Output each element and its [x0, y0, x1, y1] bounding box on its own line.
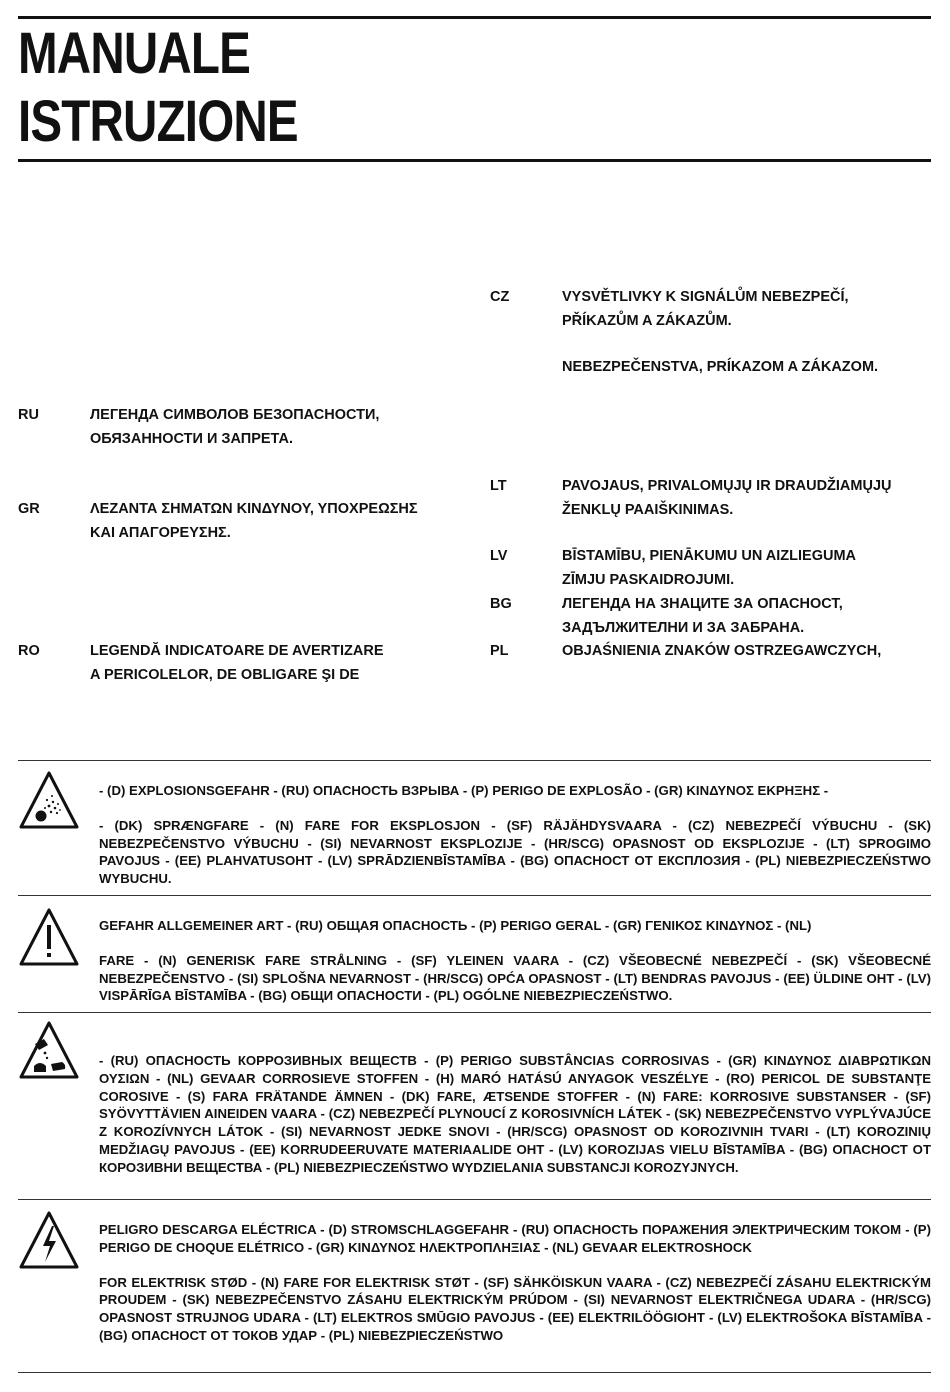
electric-shock-icon — [18, 1210, 80, 1272]
legend-text: OBJAŚNIENIA ZNAKÓW OSTRZEGAWCZYCH, — [562, 643, 882, 659]
legend-code: BG — [490, 596, 512, 612]
legend-text: ΛΕΖΑΝΤΑ ΣΗΜΑΤΩΝ ΚΙΝΔΥΝΟΥ, ΥΠΟΧΡΕΩΣΗΣ — [90, 501, 418, 517]
general-danger-icon — [18, 907, 80, 969]
section-divider — [18, 1199, 931, 1200]
section-divider — [18, 1372, 931, 1373]
legend-text: ЛЕГЕНДА СИМВОЛОВ БЕЗОПАСНОСТИ, — [90, 407, 380, 423]
corrosive-substance-icon — [18, 1020, 80, 1082]
warning-text: FARE - (N) GENERISK FARE STRÅLNING - (SF) YLEINEN VAARA - (CZ) VŠEOBECNÉ NEBEZPEČÍ - (SK) VŠEOBECNÉ NEBEZPEČENSTVO - (SI) SPLOŠNA NEVARNOST - (HR/SCG) OPĆA OPASNOST - (LT) BENDRAS PAVOJUS - (EE) ÜLDINE OHT - (LV) VISPĀRĪGA BĪSTAMĪBA - (BG) ОБЩИ ОПАСНОСТИ - (PL) OGÓLNE NIEBEZPIECZEŃSTWO. — [99, 952, 931, 1004]
warning-row-general — [18, 905, 931, 1009]
title-line-2: ISTRUZIONE — [18, 89, 298, 154]
legend-code: LT — [490, 478, 507, 494]
warning-row-explosion — [18, 770, 931, 890]
warning-row-electric — [18, 1208, 931, 1368]
legend-code: CZ — [490, 289, 510, 305]
legend-text: NEBEZPEČENSTVA, PRÍKAZOM A ZÁKAZOM. — [562, 359, 879, 375]
legend-text: ОБЯЗАННОСТИ И ЗАПРЕТА. — [90, 431, 293, 447]
legend-text: ZĪMJU PASKAIDROJUMI. — [562, 572, 735, 588]
legend-text: PAVOJAUS, PRIVALOMŲJŲ IR DRAUDŽIAMŲJŲ — [562, 478, 892, 494]
legend-code: RU — [18, 407, 39, 423]
legend-text: VYSVĚTLIVKY K SIGNÁLŮM NEBEZPEČÍ, — [562, 289, 849, 305]
section-divider — [18, 1012, 931, 1013]
legend-text: ЛЕГЕНДА НА ЗНАЦИТЕ ЗА ОПАСНОСТ, — [562, 596, 843, 612]
legend-text: ΚΑΙ ΑΠΑΓΟΡΕΥΣΗΣ. — [90, 525, 231, 541]
title-bottom-rule — [18, 159, 931, 162]
legend-code: PL — [490, 643, 509, 659]
legend-code: RO — [18, 643, 40, 659]
warning-text: - (D) EXPLOSIONSGEFAHR - (RU) ОПАСНОСТЬ ВЗРЫВА - (P) PERIGO DE EXPLOSÃO - (GR) ΚΙΝΔΥΝΟΣ ΕΚΡΗΞΗΣ - — [99, 783, 829, 798]
legend-text: BĪSTAMĪBU, PIENĀKUMU UN AIZLIEGUMA — [562, 548, 857, 564]
warning-text: GEFAHR ALLGEMEINER ART - (RU) ОБЩАЯ ОПАСНОСТЬ - (P) PERIGO GERAL - (GR) ΓΕΝΙΚΟΣ ΚΙΝΔΥΝΟΣ - (NL) — [99, 918, 812, 933]
legend-text: A PERICOLELOR, DE OBLIGARE ŞI DE — [90, 667, 360, 683]
legend-code: LV — [490, 548, 508, 564]
explosion-hazard-icon — [18, 770, 80, 832]
warning-text: - (DK) SPRÆNGFARE - (N) FARE FOR EKSPLOSJON - (SF) RÄJÄHDYSVAARA - (CZ) NEBEZPEČÍ VÝBUCHU - (SK) NEBEZPEČENSTVO VÝBUCHU - (SI) NEVARNOST EKSPLOZIJE - (HR/SCG) OPASNOST OD EKSPLOZIJE - (LT) SPROGIMO PAVOJUS - (EE) PLAHVATUSOHT - (LV) SPRĀDZIENBĪSTAMĪBA - (BG) ОПАСНОСТ ОТ ЕКСПЛОЗИЯ - (PL) NIEBEZPIECZEŃSTWO WYBUCHU. — [99, 817, 931, 887]
warning-row-corrosive — [18, 1020, 931, 1196]
warning-text: - (RU) ОПАСНОСТЬ КОРРОЗИВНЫХ ВЕЩЕСТВ - (P) PERIGO SUBSTÂNCIAS CORROSIVAS - (GR) ΚΙΝΔΥΝΟΣ ΔΙΑΒΡΩΤΙΚΩΝ ΟΥΣΙΩΝ - (NL) GEVAAR CORROSIEVE STOFFEN - (H) MARÓ HATÁSÚ ANYAGOK VESZÉLYE - (RO) PERICOL DE SUBSTANŢE COROSIVE - (S) FARA FRÄTANDE ÄMNEN - (DK) FARE, ÆTSENDE STOFFER - (N) FARE: KORROSIVE SUBSTANSER - (SF) SYÖVYTTÄVIEN AINEIDEN VAARA - (CZ) NEBEZPEČÍ PLYNOUCÍ Z KOROSIVNÍCH LÁTEK - (SK) NEBEZPEČENSTVO VYPLÝVAJÚCE Z KOROZÍVNYCH LÁTOK - (SI) NEVARNOST JEDKE SNOVI - (HR/SCG) OPASNOST OD KOROZIVNIH TVARI - (LT) KOROZINIŲ MEDŽIAGŲ PAVOJUS - (EE) KORRUDEERUVATE MATERIAALIDE OHT - (LV) KOROZIJAS VIELU BĪSTAMĪBA - (BG) ОПАСНОСТ ОТ КОРОЗИВНИ ВЕЩЕСТВА - (PL) NIEBEZPIECZEŃSTWO WYDZIELANIA SUBSTANCJI KOROZYJNYCH. — [99, 1053, 931, 1175]
warning-text: PELIGRO DESCARGA ELÉCTRICA - (D) STROMSCHLAGGEFAHR - (RU) ОПАСНОСТЬ ПОРАЖЕНИЯ ЭЛЕКТРИЧЕСКИМ ТОКОМ - (P) PERIGO DE CHOQUE ELÉTRICO - (GR) ΚΙΝΔΥΝΟΣ ΗΛΕΚΤΡΟΠΛΗΞΙΑΣ - (NL) GEVAAR ELEKTROSHOCK — [99, 1222, 931, 1255]
page-title — [18, 20, 298, 156]
legend-text: ŽENKLŲ PAAIŠKINIMAS. — [562, 502, 734, 518]
legend-text: PŘÍKAZŮM A ZÁKAZŮM. — [562, 313, 732, 329]
top-rule — [18, 16, 931, 19]
section-divider — [18, 895, 931, 896]
legend-text: ЗАДЪЛЖИТЕЛНИ И ЗА ЗАБРАНА. — [562, 620, 805, 636]
title-line-1: MANUALE — [18, 21, 251, 86]
section-divider — [18, 760, 931, 761]
legend-text: LEGENDĂ INDICATOARE DE AVERTIZARE — [90, 643, 384, 659]
legend-code: GR — [18, 501, 40, 517]
warning-text: FOR ELEKTRISK STØD - (N) FARE FOR ELEKTRISK STØT - (SF) SÄHKÖISKUN VAARA - (CZ) NEBEZPEČÍ ZÁSAHU ELEKTRICKÝM PROUDEM - (SK) NEBEZPEČENSTVO ZÁSAHU ELEKTRICKÝM PRÚDOM - (SI) NEVARNOST ELEKTRIČNEGA UDARA - (HR/SCG) OPASNOST STRUJNOG UDARA - (LT) ELEKTROS SMŪGIO PAVOJUS - (EE) ELEKTRILÖÖGIOHT - (LV) ELEKTROŠOKA BĪSTAMĪBA - (BG) ОПАСНОСТ ОТ ТОКОВ УДАР - (PL) NIEBEZPIECZEŃSTWO — [99, 1274, 931, 1343]
